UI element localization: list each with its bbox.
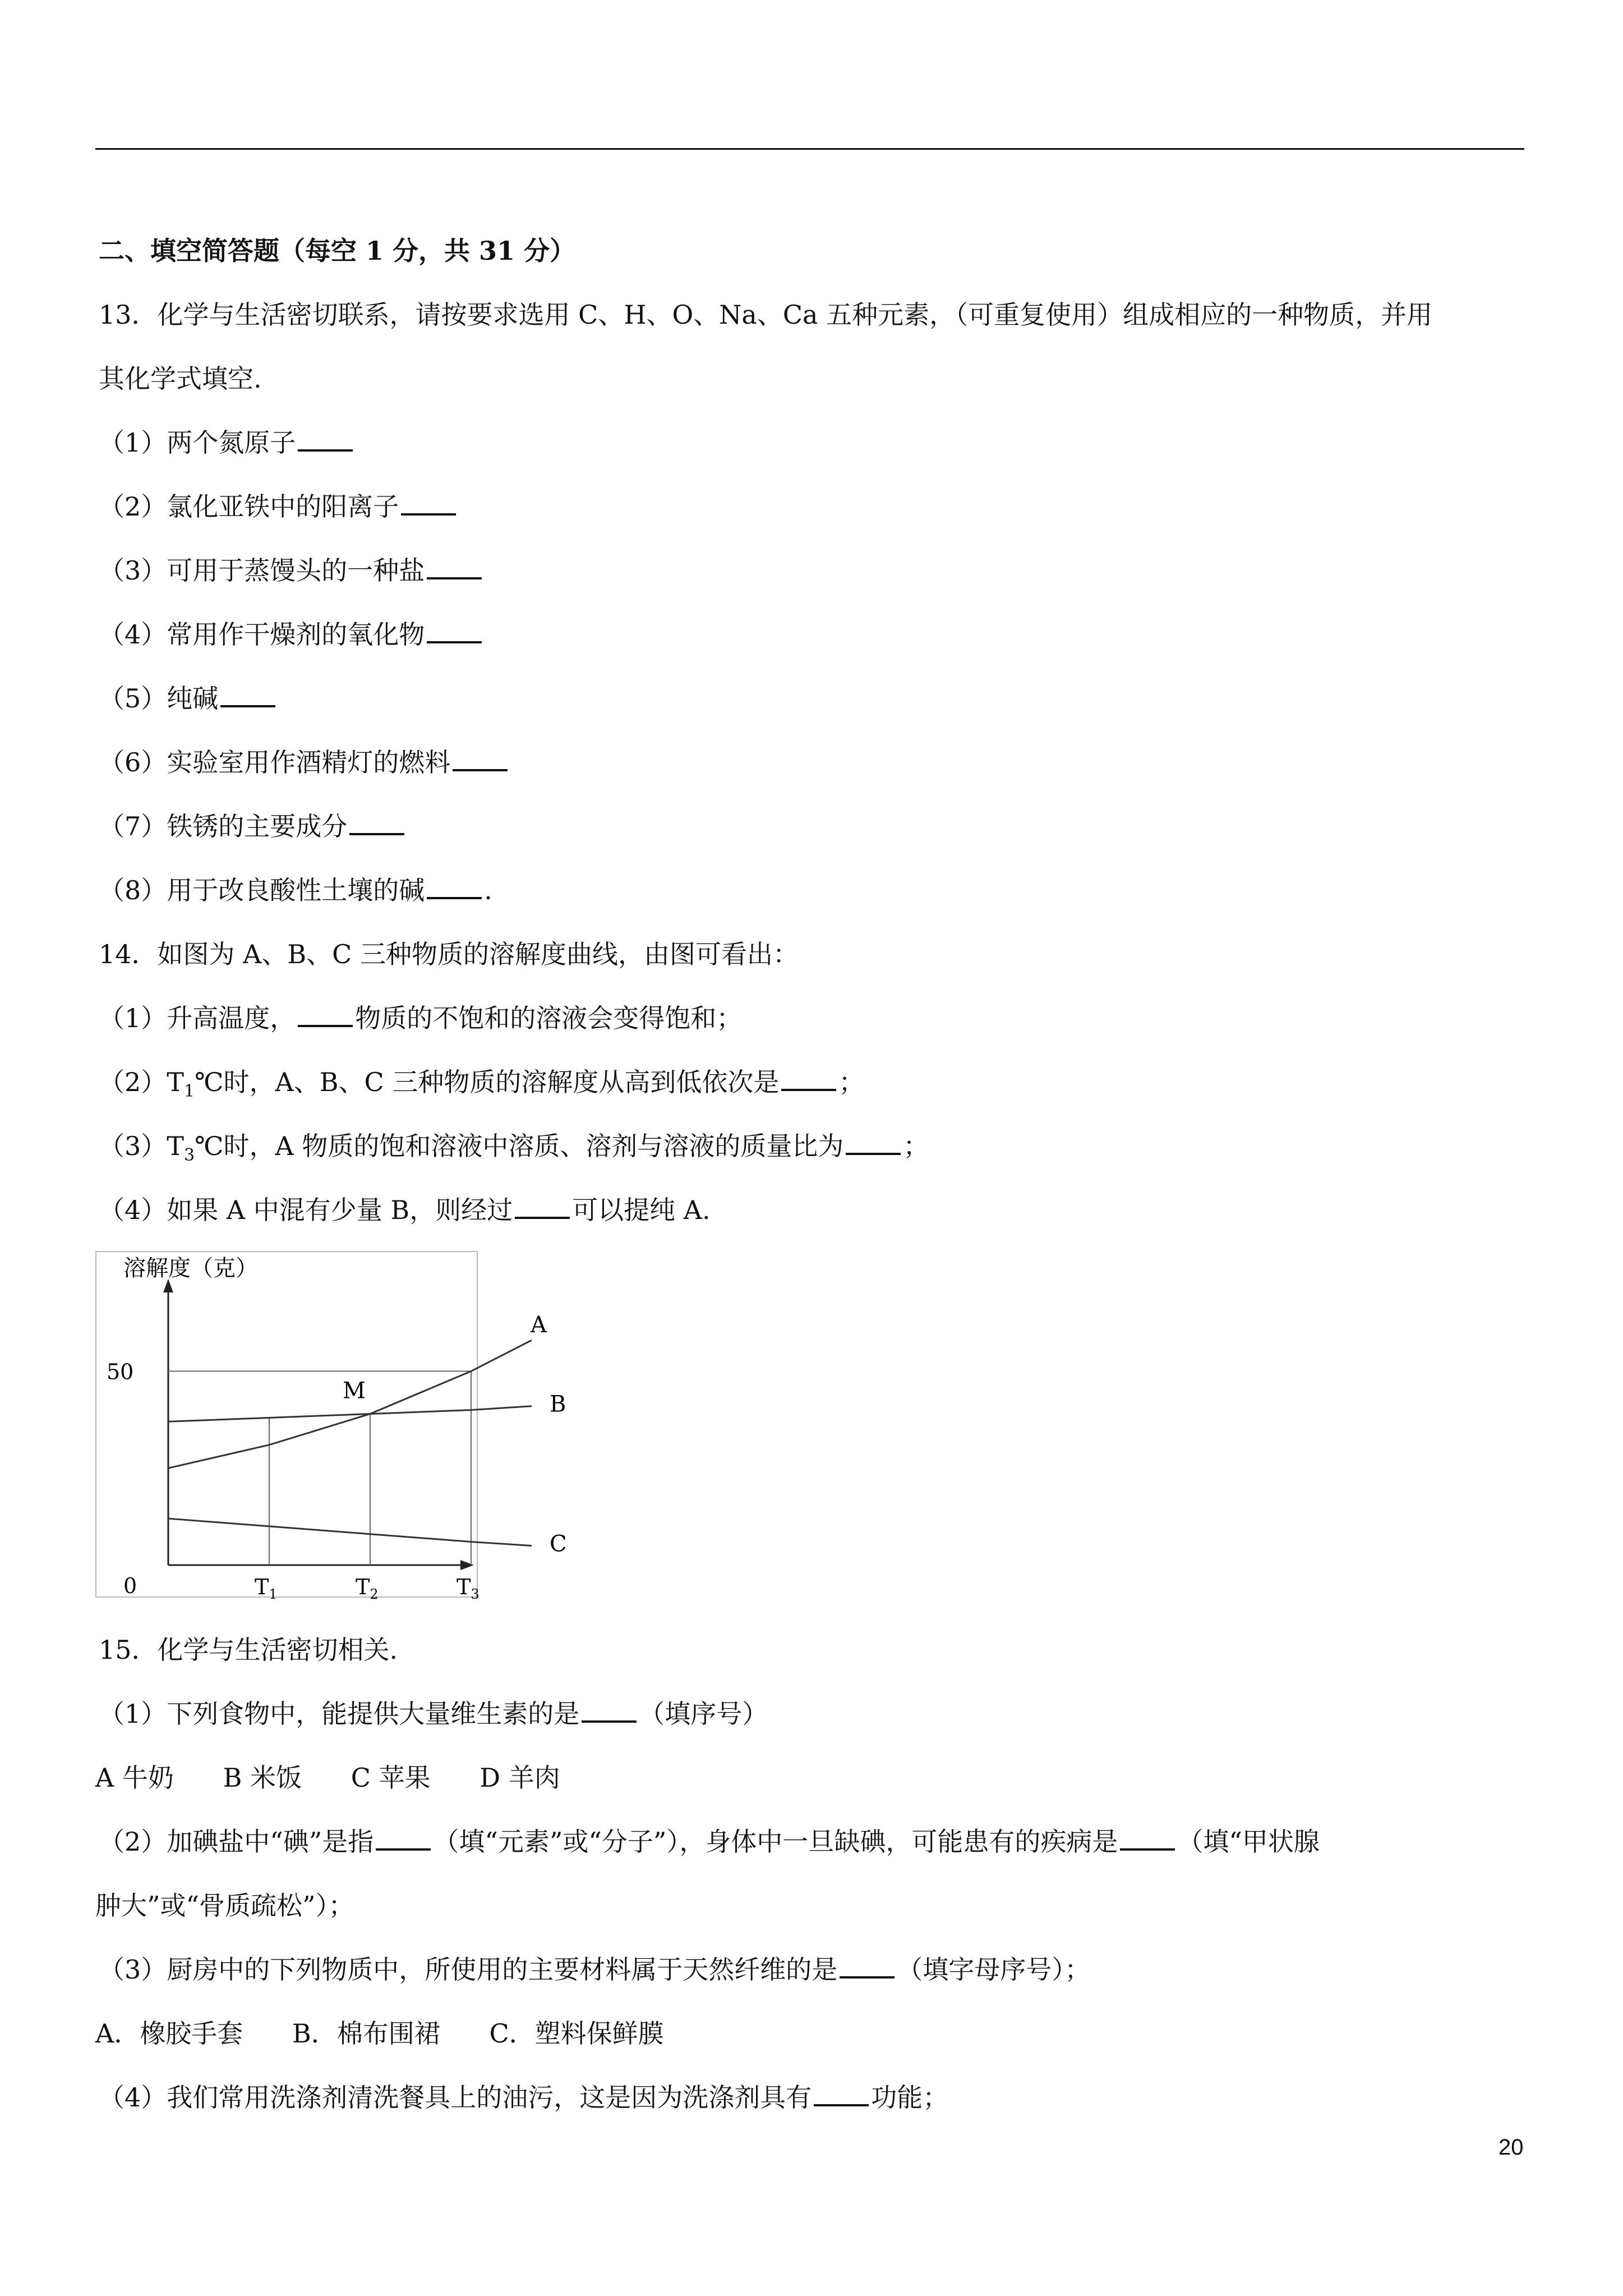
answer-blank (427, 636, 482, 643)
answer-blank (1120, 1843, 1175, 1851)
header-rule (95, 148, 1524, 150)
q13-item-6 (99, 749, 510, 775)
origin-label: 0 (123, 1573, 137, 1598)
q13-item-1 (99, 427, 355, 458)
answer-blank (814, 2099, 869, 2106)
q13-item-5-text: （5）纯碱 (99, 683, 219, 714)
q15-item-4 (99, 2082, 949, 2113)
answer-blank (781, 1083, 836, 1091)
q13-item-4-text: （4）常用作干燥剂的氧化物 (99, 619, 425, 650)
answer-blank (220, 700, 275, 707)
page-number: 20 (1498, 2135, 1524, 2160)
q14-item-4-pre: （4）如果 A 中混有少量 B，则经过 (99, 1195, 513, 1225)
q13-item-1-text: （1）两个氮原子 (99, 427, 296, 458)
q13-stem-line2: 其化学式填空. (99, 364, 262, 394)
q15-stem: 15．化学与生活密切相关. (99, 1635, 398, 1665)
q15-item-4-pre: （4）我们常用洗涤剂清洗餐具上的油污，这是因为洗涤剂具有 (99, 2082, 812, 2113)
q15-item-1 (99, 1701, 768, 1727)
y-axis-label: 溶解度（克） (123, 1255, 258, 1281)
x-tick-label: $T_3$ (457, 1575, 479, 1602)
q13-item-8-text: （8）用于改良酸性土壤的碱 (99, 875, 425, 905)
q14-item-2-pre: （2）T (99, 1067, 184, 1097)
q15-item-2-pre: （2）加碘盐中“碘”是指 (99, 1826, 374, 1857)
q13-item-6-text: （6）实验室用作酒精灯的燃料 (99, 747, 451, 777)
q14-item-3-pre: （3）T (99, 1131, 184, 1161)
q15-item-2-post: （填“甲状腺 (1177, 1826, 1320, 1857)
solubility-chart (95, 1251, 567, 1602)
q13-item-5 (99, 683, 278, 714)
series-label-b: B (550, 1391, 566, 1418)
q14-item-2-sub: 1 (183, 1082, 195, 1102)
answer-blank (427, 891, 482, 899)
q15-item-3-post: （填字母序号）； (897, 1954, 1091, 1985)
q15-item-3-pre: （3）厨房中的下列物质中，所使用的主要材料属于天然纤维的是 (99, 1954, 838, 1985)
q14-item-2 (99, 1069, 864, 1100)
series-label-a: A (531, 1312, 547, 1338)
q13-item-4 (99, 619, 484, 650)
q15-item-2 (99, 1826, 1320, 1857)
q14-item-1-post: 物质的不饱和的溶液会变得饱和； (355, 1003, 743, 1033)
q14-item-2-mid: ℃时，A、B、C 三种物质的溶解度从高到低依次是 (195, 1067, 780, 1097)
q14-item-1-pre: （1）升高温度， (99, 1003, 296, 1033)
answer-blank (298, 1019, 353, 1027)
q15-item-1-options: A 牛奶 B 米饭 C 苹果 D 羊肉 (95, 1763, 560, 1793)
q15-item-3-options: A．橡胶手套 B．棉布围裙 C．塑料保鲜膜 (95, 2018, 664, 2049)
section-title: 二、填空简答题（每空 1 分，共 31 分） (99, 236, 576, 266)
x-tick-label: $T_2$ (356, 1575, 379, 1602)
answer-blank (349, 827, 404, 835)
q13-item-7 (99, 813, 407, 839)
q14-item-1 (99, 1005, 742, 1031)
q15-item-3 (99, 1954, 1091, 1985)
q13-stem-line1: 13．化学与生活密切联系，请按要求选用 C、H、O、Na、Ca 五种元素，（可重复使用）组成相应的一种物质，并用 (99, 300, 1433, 330)
y-tick-label: 50 (107, 1359, 134, 1384)
answer-blank (401, 508, 456, 516)
answer-blank (376, 1843, 431, 1851)
intersection-label: M (343, 1378, 366, 1404)
q13-item-8 (99, 877, 492, 903)
answer-blank (453, 763, 508, 771)
q14-item-3-post: ； (903, 1131, 929, 1161)
q15-item-2-mid: （填“元素”或“分子”），身体中一旦缺碘，可能患有的疾病是 (433, 1826, 1118, 1857)
q13-item-2 (99, 491, 458, 522)
q14-item-2-post: ； (838, 1067, 865, 1097)
answer-blank (840, 1971, 895, 1978)
q15-item-2-line2: 肿大”或“骨质疏松”）； (95, 1890, 354, 1921)
chart-frame (96, 1251, 477, 1597)
q13-item-2-text: （2）氯化亚铁中的阳离子 (99, 491, 399, 522)
x-axis-arrow (460, 1560, 474, 1570)
q14-item-4-post: 可以提纯 A. (572, 1195, 711, 1225)
series-label-c: C (550, 1531, 567, 1557)
q14-item-3-sub: 3 (183, 1145, 195, 1166)
answer-blank (515, 1211, 570, 1219)
q15-item-1-pre: （1）下列食物中，能提供大量维生素的是 (99, 1699, 580, 1729)
q13-item-7-text: （7）铁锈的主要成分 (99, 811, 348, 841)
q13-item-8-tail: . (484, 875, 492, 905)
q13-item-3-text: （3）可用于蒸馒头的一种盐 (99, 555, 425, 586)
x-tick-label: $T_1$ (255, 1575, 278, 1602)
q14-stem: 14．如图为 A、B、C 三种物质的溶解度曲线，由图可看出： (99, 939, 799, 969)
q14-item-4 (99, 1197, 711, 1223)
answer-blank (298, 444, 353, 452)
q15-item-1-post: （填序号） (639, 1699, 768, 1729)
answer-blank (427, 572, 482, 579)
q13-item-3 (99, 555, 484, 586)
q15-item-4-post: 功能； (871, 2082, 949, 2113)
q14-item-3 (99, 1133, 929, 1164)
answer-blank (582, 1715, 637, 1723)
q14-item-3-mid: ℃时，A 物质的饱和溶液中溶质、溶剂与溶液的质量比为 (195, 1131, 844, 1161)
answer-blank (846, 1147, 901, 1155)
